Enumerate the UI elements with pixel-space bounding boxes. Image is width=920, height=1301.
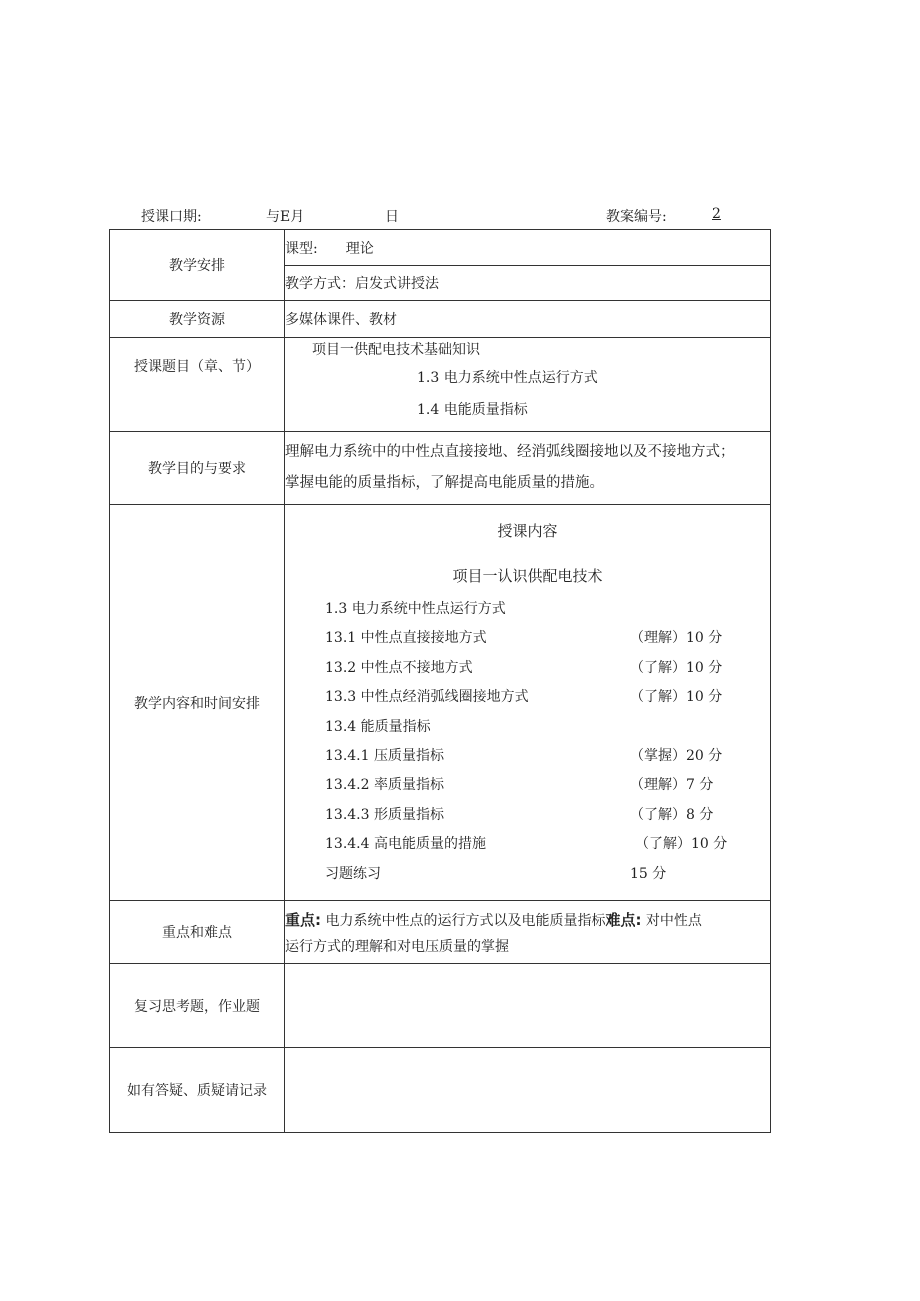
key-points-cell <box>285 901 771 964</box>
topic-line: 1.4 电能质量指标 <box>417 402 528 418</box>
content-item <box>285 713 770 742</box>
resources-label: 教学资源 <box>110 301 285 338</box>
course-type-cell <box>285 230 771 266</box>
content-item-time: （了解）10 分 <box>630 689 723 706</box>
content-title: 授课内容 <box>497 522 558 540</box>
arrangement-label: 教学安排 <box>110 230 285 301</box>
content-item-time: （掌握）20 分 <box>630 747 723 764</box>
content-item <box>285 830 770 859</box>
key-points-line <box>285 906 770 935</box>
date-day: 日 <box>385 209 399 225</box>
content-item-time: （理解）10 分 <box>630 630 723 647</box>
difficulty-label: 难点: <box>605 910 642 929</box>
content-cell <box>285 505 771 901</box>
topic-cell <box>285 338 771 432</box>
content-item <box>285 771 770 800</box>
teaching-method: 教学方式：启发式讲授法 <box>285 276 439 292</box>
date-month: 与E月 <box>266 209 305 225</box>
content-item-text: 13.3 中性点经消弧线圈接地方式 <box>325 689 529 706</box>
lesson-plan-table <box>109 229 771 1133</box>
content-item-text: 13.4.4 高电能质量的措施 <box>325 836 486 853</box>
questions-cell <box>285 1048 771 1133</box>
questions-label: 如有答疑、质疑请记录 <box>110 1048 285 1133</box>
content-item-text: 习题练习 <box>325 865 381 882</box>
topic-label: 授课题目（章、节） <box>110 338 285 432</box>
content-item <box>285 624 770 653</box>
teaching-method-cell <box>285 266 771 301</box>
content-item-text: 13.1 中性点直接接地方式 <box>325 630 487 647</box>
content-item-time: 15 分 <box>630 865 667 882</box>
objectives-label: 教学目的与要求 <box>110 432 285 505</box>
content-item-text: 13.4 能质量指标 <box>325 718 431 735</box>
content-item <box>285 742 770 771</box>
content-item <box>285 595 770 624</box>
project-title: 项目一认识供配电技术 <box>452 567 603 585</box>
content-item <box>285 683 770 712</box>
plan-number-label: 教案编号: <box>606 209 667 225</box>
key-points-line2: 运行方式的理解和对电压质量的掌握 <box>285 938 509 955</box>
topic-line: 项目一供配电技术基础知识 <box>312 342 480 358</box>
objectives-cell <box>285 432 771 505</box>
resources-cell <box>285 301 771 338</box>
content-item-text: 13.4.1 压质量指标 <box>325 747 444 764</box>
key-points-label: 重点和难点 <box>110 901 285 964</box>
objective-line: 理解电力系统中的中性点直接接地、经消弧线圈接地以及不接地方式； <box>285 444 735 460</box>
review-label: 复习思考题，作业题 <box>110 964 285 1048</box>
objective-line: 掌握电能的质量指标，了解提高电能质量的措施。 <box>285 475 604 491</box>
content-item-time: （了解）10 分 <box>635 836 728 853</box>
resources-value: 多媒体课件、教材 <box>285 312 397 328</box>
content-item <box>285 801 770 830</box>
content-items <box>285 595 770 889</box>
content-item-text: 1.3 电力系统中性点运行方式 <box>325 601 506 617</box>
key-point-text: 电力系统中性点的运行方式以及电能质量指标 <box>321 912 606 929</box>
course-type: 课型: 理论 <box>285 240 374 257</box>
topic-line: 1.3 电力系统中性点运行方式 <box>417 370 598 386</box>
review-cell <box>285 964 771 1048</box>
content-item-time: （理解）7 分 <box>630 777 714 794</box>
content-item <box>285 654 770 683</box>
plan-number-value: 2 <box>712 206 721 222</box>
content-item-time: （了解）10 分 <box>630 659 723 676</box>
content-label: 教学内容和时间安排 <box>110 505 285 901</box>
content-item-text: 13.2 中性点不接地方式 <box>325 659 473 676</box>
difficulty-text: 对中性点 <box>641 912 702 929</box>
content-item <box>285 860 770 889</box>
content-item-text: 13.4.3 形质量指标 <box>325 806 444 823</box>
date-label: 授课口期: <box>141 209 202 225</box>
content-item-text: 13.4.2 率质量指标 <box>325 777 444 794</box>
key-point-label: 重点: <box>285 910 321 929</box>
content-item-time: （了解）8 分 <box>630 806 714 823</box>
